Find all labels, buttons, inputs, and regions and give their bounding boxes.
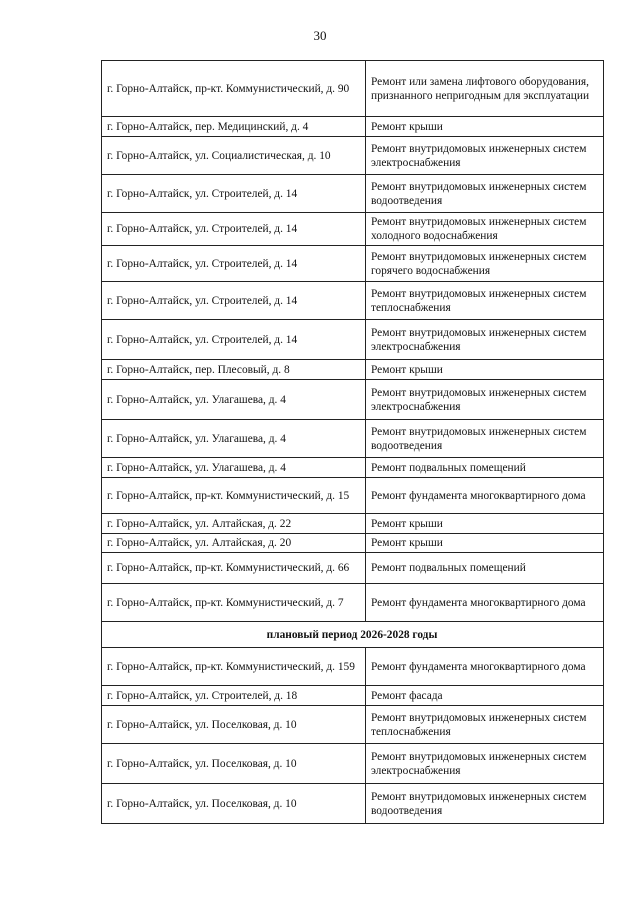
table-row — [102, 478, 604, 514]
table-row — [102, 246, 604, 282]
table-row — [102, 420, 604, 458]
work-cell: Ремонт фундамента многоквартирного дома — [366, 648, 604, 686]
address-cell: г. Горно-Алтайск, ул. Поселковая, д. 10 — [102, 784, 366, 824]
table-row — [102, 706, 604, 744]
work-cell: Ремонт внутридомовых инженерных систем водоотведения — [366, 420, 604, 458]
work-cell: Ремонт внутридомовых инженерных систем электроснабжения — [366, 137, 604, 175]
address-cell: г. Горно-Алтайск, ул. Строителей, д. 14 — [102, 320, 366, 360]
work-cell: Ремонт внутридомовых инженерных систем водоотведения — [366, 784, 604, 824]
section-row — [102, 622, 604, 648]
table-row — [102, 784, 604, 824]
table-row — [102, 380, 604, 420]
work-cell: Ремонт внутридомовых инженерных систем электроснабжения — [366, 380, 604, 420]
table-row — [102, 282, 604, 320]
work-cell: Ремонт внутридомовых инженерных систем теплоснабжения — [366, 282, 604, 320]
address-cell: г. Горно-Алтайск, ул. Строителей, д. 14 — [102, 175, 366, 213]
table-row — [102, 213, 604, 246]
work-cell: Ремонт или замена лифтового оборудования, признанного непригодным для эксплуатации — [366, 61, 604, 117]
address-cell: г. Горно-Алтайск, ул. Строителей, д. 14 — [102, 246, 366, 282]
work-cell: Ремонт крыши — [366, 514, 604, 534]
work-cell: Ремонт внутридомовых инженерных систем теплоснабжения — [366, 706, 604, 744]
table-row — [102, 458, 604, 478]
address-cell: г. Горно-Алтайск, ул. Алтайская, д. 20 — [102, 534, 366, 553]
table-row — [102, 360, 604, 380]
work-cell: Ремонт фасада — [366, 686, 604, 706]
address-cell: г. Горно-Алтайск, пер. Медицинский, д. 4 — [102, 117, 366, 137]
address-cell: г. Горно-Алтайск, ул. Улагашева, д. 4 — [102, 458, 366, 478]
address-cell: г. Горно-Алтайск, ул. Улагашева, д. 4 — [102, 380, 366, 420]
table-row — [102, 514, 604, 534]
table-row — [102, 686, 604, 706]
page-number: 30 — [313, 28, 327, 43]
work-cell: Ремонт фундамента многоквартирного дома — [366, 584, 604, 622]
address-cell: г. Горно-Алтайск, ул. Поселковая, д. 10 — [102, 744, 366, 784]
work-cell: Ремонт фундамента многоквартирного дома — [366, 478, 604, 514]
section-title: плановый период 2026-2028 годы — [102, 622, 604, 648]
address-cell: г. Горно-Алтайск, пр-кт. Коммунистический, д. 66 — [102, 553, 366, 584]
address-cell: г. Горно-Алтайск, пр-кт. Коммунистический, д. 90 — [102, 61, 366, 117]
work-cell: Ремонт внутридомовых инженерных систем водоотведения — [366, 175, 604, 213]
table-row — [102, 553, 604, 584]
address-cell: г. Горно-Алтайск, пр-кт. Коммунистический, д. 7 — [102, 584, 366, 622]
works-table — [101, 60, 604, 824]
table-row — [102, 175, 604, 213]
table-row — [102, 61, 604, 117]
table-row — [102, 648, 604, 686]
address-cell: г. Горно-Алтайск, пр-кт. Коммунистический, д. 15 — [102, 478, 366, 514]
address-cell: г. Горно-Алтайск, ул. Строителей, д. 14 — [102, 213, 366, 246]
address-cell: г. Горно-Алтайск, ул. Улагашева, д. 4 — [102, 420, 366, 458]
address-cell: г. Горно-Алтайск, ул. Поселковая, д. 10 — [102, 706, 366, 744]
work-cell: Ремонт подвальных помещений — [366, 553, 604, 584]
work-cell: Ремонт внутридомовых инженерных систем холодного водоснабжения — [366, 213, 604, 246]
address-cell: г. Горно-Алтайск, ул. Строителей, д. 14 — [102, 282, 366, 320]
table-row — [102, 584, 604, 622]
work-cell: Ремонт крыши — [366, 534, 604, 553]
address-cell: г. Горно-Алтайск, пр-кт. Коммунистический, д. 159 — [102, 648, 366, 686]
table-row — [102, 744, 604, 784]
work-cell: Ремонт внутридомовых инженерных систем электроснабжения — [366, 744, 604, 784]
table-row — [102, 137, 604, 175]
address-cell: г. Горно-Алтайск, ул. Алтайская, д. 22 — [102, 514, 366, 534]
table-row — [102, 534, 604, 553]
work-cell: Ремонт подвальных помещений — [366, 458, 604, 478]
work-cell: Ремонт внутридомовых инженерных систем электроснабжения — [366, 320, 604, 360]
address-cell: г. Горно-Алтайск, пер. Плесовый, д. 8 — [102, 360, 366, 380]
address-cell: г. Горно-Алтайск, ул. Строителей, д. 18 — [102, 686, 366, 706]
address-cell: г. Горно-Алтайск, ул. Социалистическая, д. 10 — [102, 137, 366, 175]
table-row — [102, 320, 604, 360]
table-row — [102, 117, 604, 137]
work-cell: Ремонт внутридомовых инженерных систем горячего водоснабжения — [366, 246, 604, 282]
work-cell: Ремонт крыши — [366, 117, 604, 137]
work-cell: Ремонт крыши — [366, 360, 604, 380]
